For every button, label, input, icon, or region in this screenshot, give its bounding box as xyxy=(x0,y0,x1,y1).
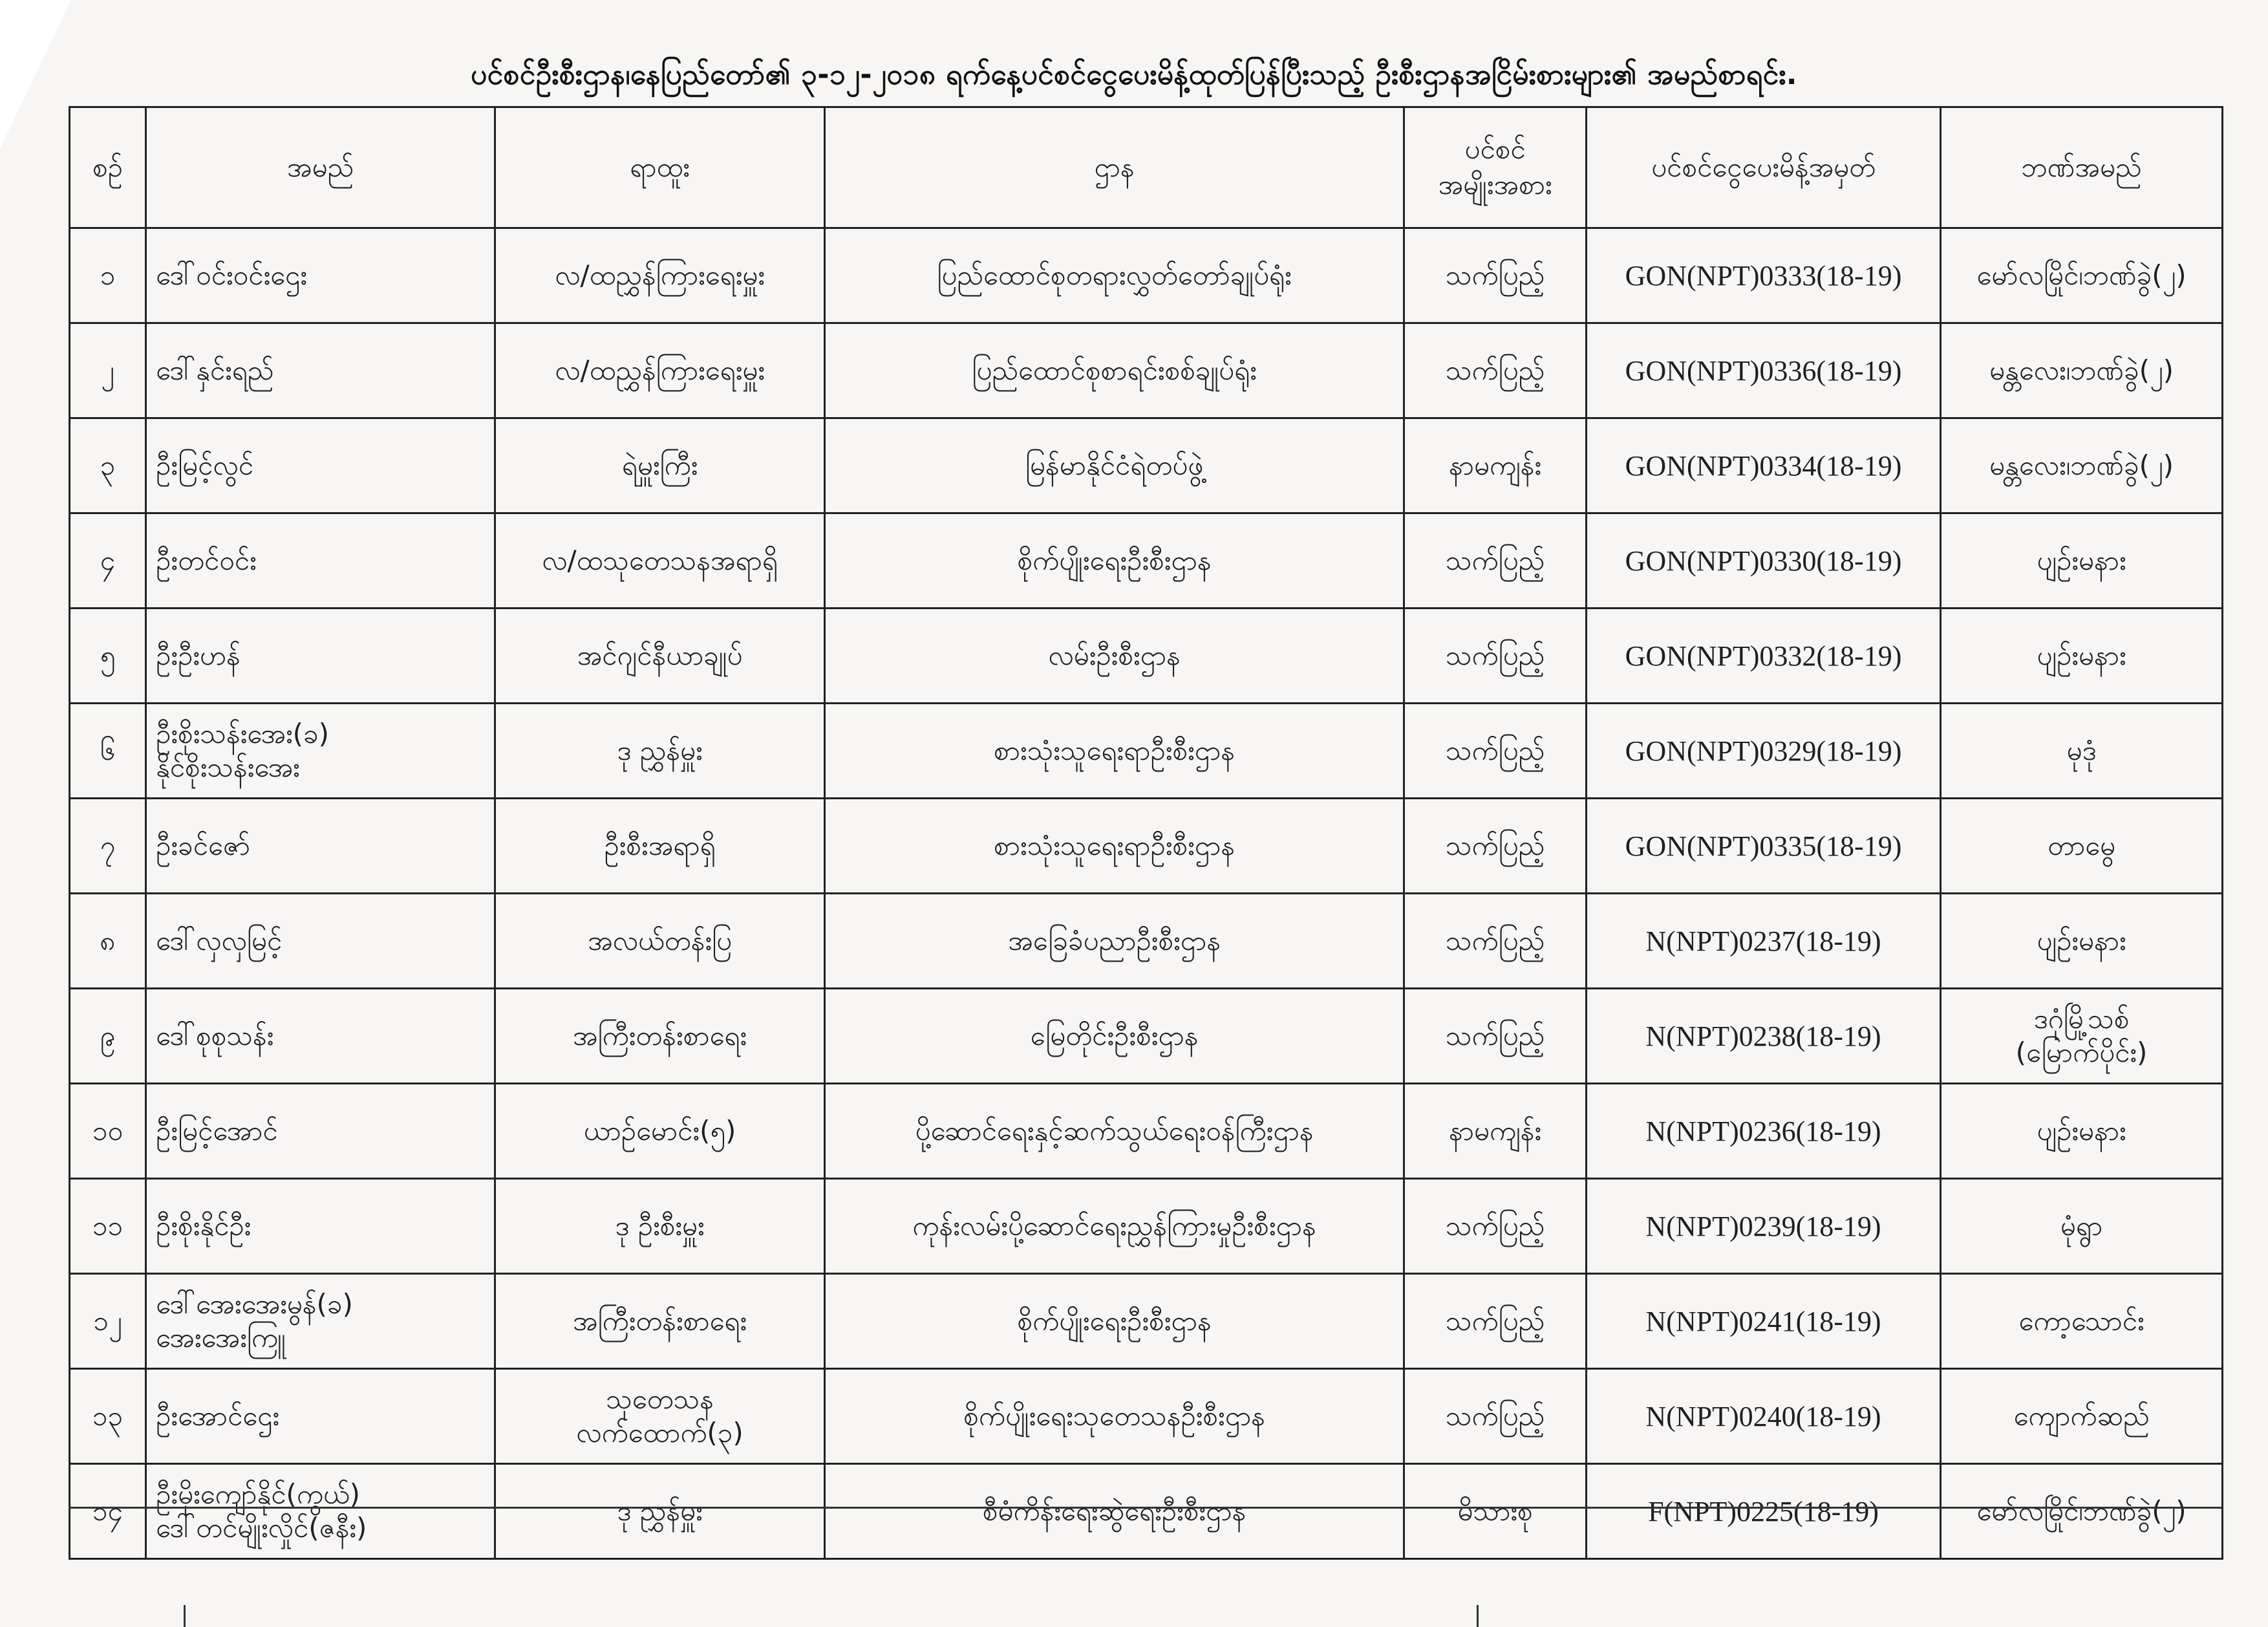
table-body xyxy=(70,228,2223,1559)
edge-tick-right xyxy=(1477,1605,1479,1627)
cell-rank-line1: ရဲမှူးကြီး xyxy=(621,449,698,481)
cell-department: စိုက်ပျိုးရေးဦးစီးဌာန xyxy=(825,1274,1404,1369)
cell-name-line1: ဦးခင်ဇော် xyxy=(156,829,250,861)
cell-no: ၅ xyxy=(70,609,146,704)
cell-pension-type: သက်ပြည့် xyxy=(1404,323,1587,418)
cell-pension-order-number: N(NPT)0241(18-19) xyxy=(1587,1274,1941,1369)
cell-rank xyxy=(495,228,825,323)
cell-rank xyxy=(495,989,825,1084)
cell-rank-line1: ဦးစီးအရာရှိ xyxy=(604,829,716,861)
cell-department: မြေတိုင်းဦးစီးဌာန xyxy=(825,989,1404,1084)
header-name: အမည် xyxy=(146,107,495,228)
cell-rank-line1: သုတေသန xyxy=(606,1383,714,1415)
cell-rank xyxy=(495,418,825,513)
cell-pension-type: သက်ပြည့် xyxy=(1404,894,1587,989)
cell-no: ၉ xyxy=(70,989,146,1084)
table-header-row xyxy=(70,107,2223,228)
cell-name-line1: ဒေါ်လှလှမြင့် xyxy=(156,924,283,956)
cell-department: ပြည်ထောင်စုတရားလွှတ်တော်ချုပ်ရုံး xyxy=(825,228,1404,323)
cell-bank-name xyxy=(1941,1369,2223,1464)
cell-department: စိုက်ပျိုးရေးဦးစီးဌာန xyxy=(825,513,1404,609)
cell-bank-name-line1: ပျဉ်းမနား xyxy=(2037,544,2126,576)
cell-pension-order-number: GON(NPT)0333(18-19) xyxy=(1587,228,1941,323)
cell-pension-type: သက်ပြည့် xyxy=(1404,1179,1587,1274)
cell-rank xyxy=(495,1369,825,1464)
cell-pension-type: နာမကျန်း xyxy=(1404,1084,1587,1179)
cell-department: လမ်းဦးစီးဌာန xyxy=(825,609,1404,704)
cell-pension-order-number: GON(NPT)0335(18-19) xyxy=(1587,799,1941,894)
cell-rank xyxy=(495,894,825,989)
cell-name xyxy=(146,1464,495,1559)
cell-rank-line1: ဒု ဦးစီးမှူး xyxy=(615,1209,705,1242)
cell-department: ကုန်းလမ်းပို့ဆောင်ရေးညွှန်ကြားမှုဦးစီးဌာန xyxy=(825,1179,1404,1274)
cell-name-line2: နိုင်စိုးသန်းအေး xyxy=(156,751,300,783)
cell-name-line1: ဒေါ်အေးအေးမွန်(ခ) xyxy=(156,1288,353,1320)
cell-bank-name-line1: ကျောက်ဆည် xyxy=(2013,1399,2150,1432)
header-rank: ရာထူး xyxy=(495,107,825,228)
cell-name xyxy=(146,609,495,704)
cell-no: ၈ xyxy=(70,894,146,989)
cell-bank-name xyxy=(1941,799,2223,894)
table-row xyxy=(70,1179,2223,1274)
cell-name xyxy=(146,513,495,609)
cell-name xyxy=(146,1084,495,1179)
cell-rank xyxy=(495,799,825,894)
cell-rank-line1: အကြီးတန်းစာရေး xyxy=(572,1304,747,1337)
cell-rank-line1: လ/ထညွှန်ကြားရေးမှူး xyxy=(555,354,765,386)
cell-no: ၁၁ xyxy=(70,1179,146,1274)
cell-bank-name xyxy=(1941,989,2223,1084)
header-pension-type-line1: ပင်စင် xyxy=(1464,133,1526,166)
cell-pension-type: သက်ပြည့် xyxy=(1404,1369,1587,1464)
table-row xyxy=(70,894,2223,989)
cell-pension-type: နာမကျန်း xyxy=(1404,418,1587,513)
cell-rank xyxy=(495,1464,825,1559)
cell-no: ၁၄ xyxy=(70,1464,146,1559)
cell-pension-order-number: N(NPT)0239(18-19) xyxy=(1587,1179,1941,1274)
cell-name-line2: အေးအေးကြူ xyxy=(156,1322,286,1353)
cell-pension-order-number: N(NPT)0236(18-19) xyxy=(1587,1084,1941,1179)
cell-bank-name xyxy=(1941,1464,2223,1559)
cell-name xyxy=(146,418,495,513)
cell-department: မြန်မာနိုင်ငံရဲတပ်ဖွဲ့ xyxy=(825,418,1404,513)
cell-pension-order-number: GON(NPT)0334(18-19) xyxy=(1587,418,1941,513)
cell-rank-line1: ယာဉ်မောင်း(၅) xyxy=(583,1114,736,1147)
cell-bank-name-line1: မော်လမြိုင်၊ဘဏ်ခွဲ(၂) xyxy=(1976,259,2187,291)
cell-pension-type: သက်ပြည့် xyxy=(1404,1274,1587,1369)
table-row xyxy=(70,228,2223,323)
cell-bank-name-line1: မန္တလေး၊ဘဏ်ခွဲ(၂) xyxy=(1989,449,2174,481)
cell-name xyxy=(146,989,495,1084)
cell-pension-type: သက်ပြည့် xyxy=(1404,609,1587,704)
header-department: ဌာန xyxy=(825,107,1404,228)
cell-pension-order-number: N(NPT)0240(18-19) xyxy=(1587,1369,1941,1464)
cell-rank xyxy=(495,704,825,799)
cell-bank-name-line2: (မြောက်ပိုင်း) xyxy=(2015,1037,2148,1068)
cell-bank-name xyxy=(1941,513,2223,609)
cell-pension-type: သက်ပြည့် xyxy=(1404,228,1587,323)
cell-bank-name-line1: တာမွေ xyxy=(2048,829,2115,861)
cell-name-line1: ဦးအောင်ဌေး xyxy=(156,1399,280,1432)
edge-tick-left xyxy=(184,1605,186,1627)
cell-pension-type: မိသားစု xyxy=(1404,1464,1587,1559)
cell-bank-name xyxy=(1941,228,2223,323)
table-row xyxy=(70,1464,2223,1559)
cell-name xyxy=(146,1274,495,1369)
lower-rule xyxy=(69,1507,2221,1509)
cell-no: ၂ xyxy=(70,323,146,418)
cell-rank-line1: လ/ထညွှန်ကြားရေးမှူး xyxy=(555,259,765,291)
cell-rank xyxy=(495,609,825,704)
cell-pension-order-number: GON(NPT)0330(18-19) xyxy=(1587,513,1941,609)
cell-department: အခြေခံပညာဦးစီးဌာန xyxy=(825,894,1404,989)
cell-no: ၁၀ xyxy=(70,1084,146,1179)
cell-name-line1: ဒေါ်စုစုသန်း xyxy=(156,1019,274,1051)
cell-department: စီမံကိန်းရေးဆွဲရေးဦးစီးဌာန xyxy=(825,1464,1404,1559)
cell-name-line2: ဒေါ်တင်မျိုးလှိုင်(ဇနီး) xyxy=(156,1512,367,1544)
cell-pension-type: သက်ပြည့် xyxy=(1404,704,1587,799)
cell-rank xyxy=(495,513,825,609)
cell-bank-name xyxy=(1941,1179,2223,1274)
cell-rank-line1: အကြီးတန်းစာရေး xyxy=(572,1019,747,1051)
cell-bank-name-line1: မုံရွာ xyxy=(2060,1209,2103,1242)
header-no: စဉ် xyxy=(70,107,146,228)
cell-department: ပို့ဆောင်ရေးနှင့်ဆက်သွယ်ရေးဝန်ကြီးဌာန xyxy=(825,1084,1404,1179)
cell-rank-line1: ဒု ညွှန်မှူး xyxy=(617,1494,703,1527)
cell-name xyxy=(146,1369,495,1464)
cell-bank-name-line1: မော်လမြိုင်၊ဘဏ်ခွဲ(၂) xyxy=(1976,1494,2187,1527)
cell-pension-order-number: GON(NPT)0336(18-19) xyxy=(1587,323,1941,418)
table-row xyxy=(70,418,2223,513)
cell-pension-type: သက်ပြည့် xyxy=(1404,799,1587,894)
cell-pension-order-number: GON(NPT)0329(18-19) xyxy=(1587,704,1941,799)
cell-name-line1: ဒေါ်ဝင်းဝင်းဌေး xyxy=(156,259,307,291)
cell-name xyxy=(146,704,495,799)
pension-roster-table xyxy=(69,106,2223,1560)
cell-name-line1: ဦးမိုးကျော်နိုင်(ကွယ်) xyxy=(156,1478,361,1510)
cell-pension-order-number: GON(NPT)0332(18-19) xyxy=(1587,609,1941,704)
cell-rank-line1: ဒု ညွှန်မှူး xyxy=(617,734,703,766)
cell-name xyxy=(146,228,495,323)
cell-name-line1: ဦးတင်ဝင်း xyxy=(156,544,257,576)
cell-name xyxy=(146,894,495,989)
cell-no: ၁၃ xyxy=(70,1369,146,1464)
cell-rank xyxy=(495,1084,825,1179)
cell-bank-name xyxy=(1941,418,2223,513)
cell-name xyxy=(146,1179,495,1274)
cell-bank-name-line1: ပျဉ်းမနား xyxy=(2037,639,2126,671)
cell-rank xyxy=(495,1274,825,1369)
cell-department: စားသုံးသူရေးရာဦးစီးဌာန xyxy=(825,799,1404,894)
cell-bank-name xyxy=(1941,704,2223,799)
cell-bank-name xyxy=(1941,1084,2223,1179)
header-pension-type xyxy=(1404,107,1587,228)
cell-bank-name xyxy=(1941,609,2223,704)
cell-pension-order-number: N(NPT)0237(18-19) xyxy=(1587,894,1941,989)
table-row xyxy=(70,513,2223,609)
cell-name xyxy=(146,323,495,418)
cell-rank-line2: လက်ထောက်(၃) xyxy=(576,1417,744,1449)
cell-bank-name-line1: ပျဉ်းမနား xyxy=(2037,1114,2126,1147)
cell-bank-name xyxy=(1941,894,2223,989)
cell-department: ပြည်ထောင်စုစာရင်းစစ်ချုပ်ရုံး xyxy=(825,323,1404,418)
cell-pension-type: သက်ပြည့် xyxy=(1404,513,1587,609)
cell-bank-name-line1: ကော့သောင်း xyxy=(2018,1304,2145,1337)
cell-no: ၄ xyxy=(70,513,146,609)
cell-bank-name-line1: ပျဉ်းမနား xyxy=(2037,924,2126,956)
cell-rank-line1: အင်ဂျင်နီယာချုပ် xyxy=(577,639,743,671)
cell-department: စိုက်ပျိုးရေးသုတေသနဦးစီးဌာန xyxy=(825,1369,1404,1464)
table-row xyxy=(70,704,2223,799)
table-row xyxy=(70,1274,2223,1369)
cell-no: ၇ xyxy=(70,799,146,894)
header-pension-order-number: ပင်စင်ငွေပေးမိန့်အမှတ် xyxy=(1587,107,1941,228)
table-row xyxy=(70,989,2223,1084)
cell-no: ၆ xyxy=(70,704,146,799)
table-row xyxy=(70,609,2223,704)
cell-name xyxy=(146,799,495,894)
cell-no: ၁၂ xyxy=(70,1274,146,1369)
cell-rank-line1: လ/ထသုတေသနအရာရှိ xyxy=(542,544,778,576)
cell-name-line1: ဒေါ်နှင်းရည် xyxy=(156,354,274,386)
cell-name-line1: ဦးစိုးနိုင်ဦး xyxy=(156,1209,251,1242)
cell-name-line1: ဦးမြင့်အောင် xyxy=(156,1114,278,1147)
table-row xyxy=(70,799,2223,894)
header-bank-name: ဘဏ်အမည် xyxy=(1941,107,2223,228)
cell-bank-name xyxy=(1941,1274,2223,1369)
cell-no: ၁ xyxy=(70,228,146,323)
header-pension-type-line2: အမျိုးအစား xyxy=(1438,169,1552,200)
cell-bank-name xyxy=(1941,323,2223,418)
cell-name-line1: ဦးမြင့်လွင် xyxy=(156,449,253,481)
table-row xyxy=(70,1084,2223,1179)
cell-bank-name-line1: မန္တလေး၊ဘဏ်ခွဲ(၂) xyxy=(1989,354,2174,386)
cell-bank-name-line1: ဒဂုံမြို့သစ် xyxy=(2033,1002,2130,1035)
cell-rank xyxy=(495,323,825,418)
cell-bank-name-line1: မုဒုံ xyxy=(2066,734,2097,766)
table-row xyxy=(70,323,2223,418)
cell-pension-order-number: F(NPT)0225(18-19) xyxy=(1587,1464,1941,1559)
cell-pension-type: သက်ပြည့် xyxy=(1404,989,1587,1084)
cell-pension-order-number: N(NPT)0238(18-19) xyxy=(1587,989,1941,1084)
cell-name-line1: ဦးစိုးသန်းအေး(ခ) xyxy=(156,717,330,749)
cell-rank xyxy=(495,1179,825,1274)
document-title: ပင်စင်ဦးစီးဌာန၊နေပြည်တော်၏ ၃-၁၂-၂၀၁၈ ရက်နေ့ပင်စင်ငွေပေးမိန့်ထုတ်ပြန်ပြီးသည့် ဦးစီးဌာနအငြိမ်းစားများ၏ အမည်စာရင်း. xyxy=(471,58,1797,91)
table-row xyxy=(70,1369,2223,1464)
cell-department: စားသုံးသူရေးရာဦးစီးဌာန xyxy=(825,704,1404,799)
cell-rank-line1: အလယ်တန်းပြ xyxy=(587,924,732,956)
cell-name-line1: ဦးဦးဟန် xyxy=(156,639,241,671)
cell-no: ၃ xyxy=(70,418,146,513)
